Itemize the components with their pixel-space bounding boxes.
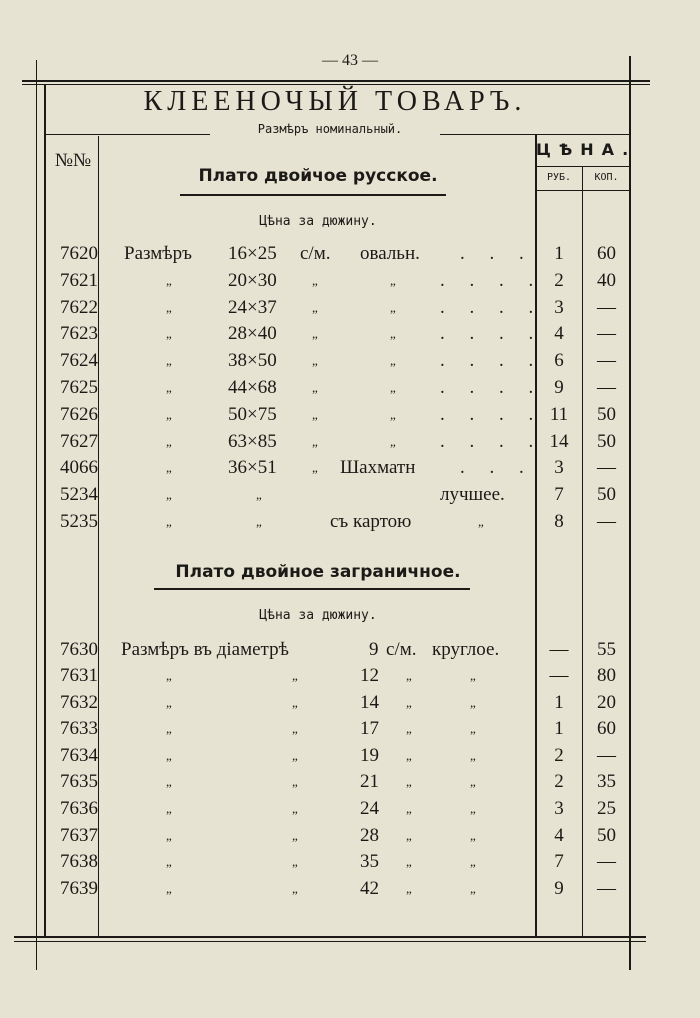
size-value: 9 [369,639,379,660]
table-row [0,662,700,689]
price-rub: 14 [549,430,569,452]
size-value: 16×25 [228,243,277,264]
ditto-mark: „ [312,299,318,315]
ditto-mark: „ [470,721,476,737]
price-rub: 3 [554,457,564,479]
ditto-mark: „ [312,272,318,288]
price-kop: — [597,511,616,532]
ditto-mark: „ [406,721,412,737]
ditto-mark: „ [166,353,172,369]
item-number: 7622 [60,296,98,318]
ditto-mark: „ [256,487,262,503]
ditto-mark: „ [292,801,298,816]
item-number: 7639 [60,877,98,899]
ditto-mark: „ [166,326,172,342]
ditto-mark: „ [166,774,172,790]
ditto-mark: „ [166,272,172,288]
item-number: 7623 [60,323,98,345]
shape-label: круглое. [432,639,500,660]
size-value: 28 [360,824,379,846]
price-rub: 7 [554,484,564,506]
size-value: 50×75 [228,403,277,425]
ditto-mark: „ [166,827,172,843]
leader-dots: . . . [460,243,534,264]
table-row [0,267,700,294]
ditto-mark: „ [256,514,262,529]
shape-label: овальн. [360,243,420,264]
price-rub: 3 [554,296,564,318]
ditto-mark: „ [166,880,172,896]
kop-column-header: КОП. [594,172,619,183]
size-value: 63×85 [228,430,277,452]
table-row [0,742,700,769]
price-rub: 1 [554,718,564,740]
size-value: 36×51 [228,457,277,479]
size-value: 24 [360,798,379,819]
ditto-mark: „ [312,353,318,369]
item-number: 7638 [60,851,98,873]
unit-label: с/м. [300,243,331,264]
ditto-mark: „ [390,353,396,369]
diameter-label: Размѣръ въ діаметрѣ [121,639,289,660]
ditto-mark: „ [312,326,318,342]
size-value: 42 [360,877,379,899]
table-row [0,715,700,742]
section-title-russian: Плато двойчое русское. [198,166,438,186]
top-rule-thin [22,84,650,85]
table-row [0,508,700,535]
ditto-mark: „ [292,827,298,843]
ditto-mark: „ [470,668,476,683]
page-subtitle: Размѣръ номинальный. [257,122,403,136]
price-header-bottom-rule [536,190,630,191]
price-kop: 40 [597,269,616,291]
item-number: 7633 [60,718,98,740]
ditto-mark: „ [166,854,172,870]
description-label: съ картою [330,511,412,532]
ditto-mark: „ [470,747,476,763]
ditto-mark: „ [292,694,298,710]
leader-dots: . . . . [440,403,544,425]
price-rub: 4 [554,824,564,846]
table-row [0,374,700,401]
table-row [0,347,700,374]
price-kop: 20 [597,691,616,713]
price-rub: 4 [554,323,564,345]
price-kop: — [597,877,616,899]
leader-dots: . . . . [440,296,544,318]
table-row [0,875,700,902]
price-rub: 2 [554,269,564,291]
price-subheader-rule [536,166,630,167]
item-number: 7634 [60,744,98,766]
price-kop: 50 [597,824,616,846]
price-rub: 8 [554,511,564,532]
ditto-mark: „ [470,694,476,710]
item-number: 7620 [60,243,98,264]
leader-dots: . . . . [440,350,544,372]
bottom-rule-thin [14,941,646,942]
price-rub: — [549,639,569,660]
price-rub: 2 [554,744,564,766]
price-kop: — [597,377,616,398]
leader-dots: . . . . [440,269,544,291]
price-rub: 1 [554,243,564,264]
ditto-mark: „ [292,668,298,683]
price-kop: 50 [597,403,616,425]
item-number: 7635 [60,771,98,793]
table-row [0,320,700,347]
item-number: 7621 [60,269,98,291]
ditto-mark: „ [406,694,412,710]
ditto-mark: „ [406,774,412,790]
table-row [0,240,700,267]
number-column-header: №№ [54,150,92,171]
size-value: 12 [360,665,379,686]
price-kop: 60 [597,243,616,264]
ditto-mark: „ [312,460,318,476]
ditto-mark: „ [390,272,396,288]
size-value: 21 [360,771,379,793]
table-row [0,822,700,849]
header-rule-right [440,134,630,135]
ditto-mark: „ [406,747,412,763]
price-rub: 6 [554,350,564,372]
size-value: 28×40 [228,323,277,345]
ditto-mark: „ [166,668,172,683]
price-kop: — [597,350,616,372]
table-row [0,454,700,481]
ditto-mark: „ [166,460,172,476]
ditto-mark: „ [406,668,412,683]
price-kop: 35 [597,771,616,793]
table-row [0,481,700,508]
ditto-mark: „ [292,854,298,870]
ditto-mark: „ [292,880,298,896]
price-kop: 80 [597,665,616,686]
price-rub: 9 [554,377,564,398]
table-row [0,294,700,321]
price-rub: 1 [554,691,564,713]
shape-label: Шахматн [340,457,416,479]
ditto-mark: „ [292,747,298,763]
price-kop: — [597,323,616,345]
ditto-mark: „ [470,854,476,870]
item-number: 7624 [60,350,98,372]
item-number: 4066 [60,457,98,479]
ditto-mark: „ [312,380,318,395]
leader-dots: . . . . [440,323,544,345]
size-value: 35 [360,851,379,873]
ditto-mark: „ [470,827,476,843]
size-value: 19 [360,744,379,766]
ditto-mark: „ [166,380,172,395]
item-number: 7632 [60,691,98,713]
ditto-mark: „ [406,854,412,870]
ditto-mark: „ [390,380,396,395]
price-kop: 60 [597,718,616,740]
ditto-mark: „ [390,406,396,422]
section-note-russian: Цѣна за дюжину. [259,214,377,229]
leader-dots: . . . [460,457,534,479]
ditto-mark: „ [166,694,172,710]
item-number: 7636 [60,798,98,819]
leader-dots: . . . . [440,430,544,452]
price-column-header: ЦѢНА. [536,140,637,159]
price-kop: — [597,296,616,318]
ditto-mark: „ [292,774,298,790]
item-number: 7627 [60,430,98,452]
ditto-mark: „ [406,801,412,816]
ditto-mark: „ [166,406,172,422]
item-number: 7630 [60,639,98,660]
ditto-mark: „ [166,299,172,315]
ditto-mark: „ [166,514,172,529]
size-value: 17 [360,718,379,740]
ditto-mark: „ [478,514,484,529]
ditto-mark: „ [312,433,318,449]
ditto-mark: „ [166,801,172,816]
price-rub: — [549,665,569,686]
table-row [0,401,700,428]
ditto-mark: „ [312,406,318,422]
price-kop: 50 [597,484,616,506]
ditto-mark: „ [166,747,172,763]
price-rub: 2 [554,771,564,793]
item-number: 7631 [60,665,98,686]
item-number: 7626 [60,403,98,425]
price-rub: 9 [554,877,564,899]
unit-label: с/м. [386,639,417,660]
size-value: 38×50 [228,350,277,372]
table-row [0,428,700,455]
price-kop: 55 [597,639,616,660]
size-value: 20×30 [228,269,277,291]
table-row [0,689,700,716]
price-kop: 25 [597,798,616,819]
ditto-mark: „ [406,880,412,896]
page-title: КЛЕЕНОЧЫЙ ТОВАРЪ. [143,86,527,117]
leader-dots: . . . . [440,377,544,398]
ditto-mark: „ [470,880,476,896]
price-kop: — [597,744,616,766]
bottom-rule [14,936,646,938]
ditto-mark: „ [390,326,396,342]
table-row [0,768,700,795]
item-number: 5234 [60,484,98,506]
ditto-mark: „ [390,433,396,449]
item-number: 5235 [60,511,98,532]
top-rule [22,80,650,82]
description-label: лучшее. [440,484,505,506]
ditto-mark: „ [470,801,476,816]
item-number: 7637 [60,824,98,846]
price-rub: 11 [549,403,569,425]
rub-column-header: РУБ. [546,172,572,183]
section-note-foreign: Цѣна за дюжину. [259,608,377,623]
price-rub: 7 [554,851,564,873]
section-underline-foreign [154,588,470,590]
ditto-mark: „ [470,774,476,790]
price-kop: — [597,457,616,479]
section-title-foreign: Плато двойное заграничное. [175,562,461,582]
item-number: 7625 [60,377,98,398]
page-number: — 43 — [322,52,378,69]
size-label: Размѣръ [124,243,192,264]
ditto-mark: „ [166,487,172,503]
table-row [0,795,700,822]
ditto-mark: „ [166,721,172,737]
size-value: 24×37 [228,296,277,318]
section-underline-russian [180,194,446,196]
size-value: 44×68 [228,377,277,398]
ditto-mark: „ [390,299,396,315]
ditto-mark: „ [406,827,412,843]
price-kop: — [597,851,616,873]
price-kop: 50 [597,430,616,452]
header-rule-left [46,134,210,135]
size-value: 14 [360,691,379,713]
price-rub: 3 [554,798,564,819]
ditto-mark: „ [166,433,172,449]
ditto-mark: „ [292,721,298,737]
table-row [0,636,700,663]
table-row [0,848,700,875]
